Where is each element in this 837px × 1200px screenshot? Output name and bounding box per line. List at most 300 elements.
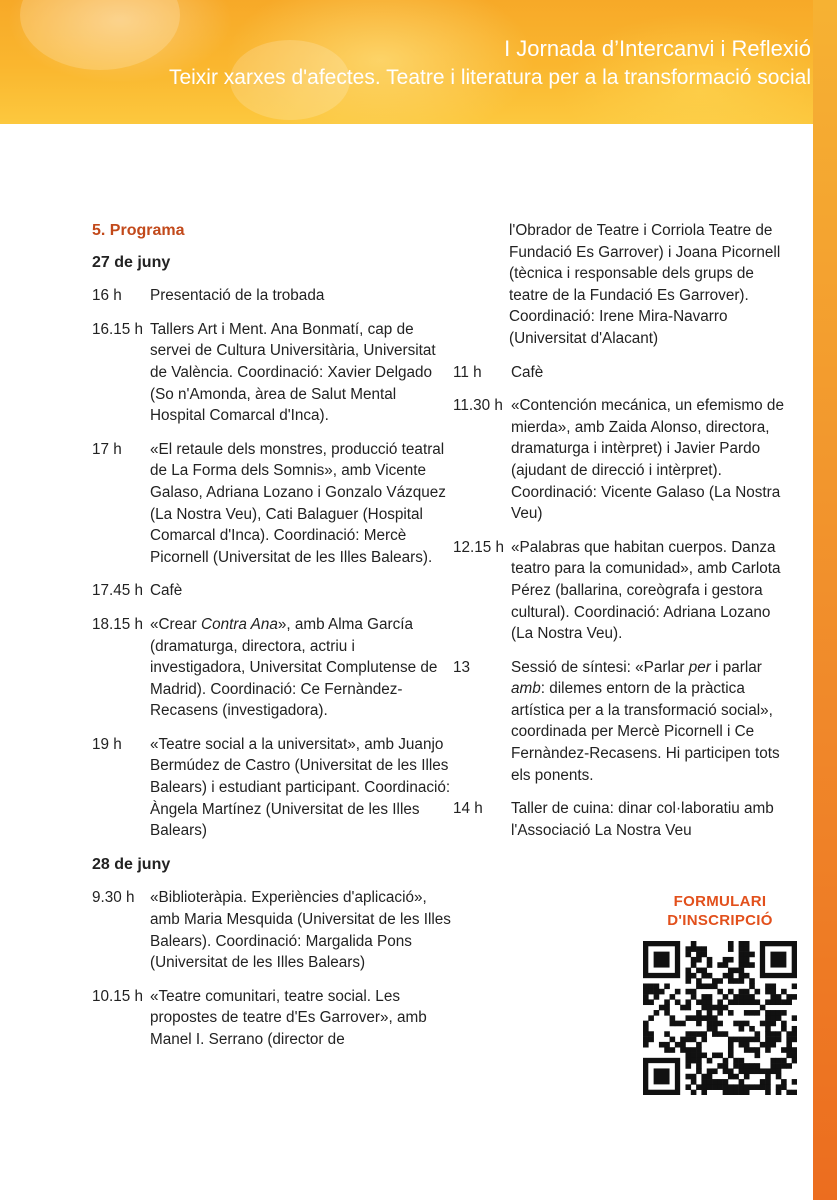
entry-text: «Contención mecánica, un efemismo de mierda», amb Zaida Alonso, directora, dramaturga i intèrpret) i Javier Pardo (ajudant de direcció i intèrpret). Coordinació: Vicente Galaso (La Nostra Veu) <box>511 397 784 523</box>
qr-module <box>744 946 750 952</box>
qr-module <box>781 1084 787 1090</box>
qr-module <box>723 1005 729 1011</box>
qr-module <box>691 989 697 995</box>
entry-text-part: i parlar <box>710 658 762 676</box>
entry-text: Cafè <box>150 582 183 600</box>
entry-text: Taller de cuina: dinar col·laboratiu amb l'Associació La Nostra Veu <box>511 800 774 839</box>
qr-module <box>749 962 755 968</box>
qr-module <box>792 994 797 1000</box>
qr-module <box>776 1068 782 1074</box>
qr-module <box>781 1021 787 1027</box>
header-banner <box>0 0 837 124</box>
qr-module <box>739 952 745 958</box>
qr-module <box>691 962 697 968</box>
registration-qr-code[interactable] <box>643 941 797 1095</box>
qr-module <box>770 994 776 1000</box>
qr-module <box>760 1021 766 1027</box>
entry-time: 19 h <box>92 735 122 753</box>
schedule-entry <box>453 798 793 841</box>
qr-module <box>701 999 707 1005</box>
qr-module <box>707 1015 713 1021</box>
qr-module <box>776 999 782 1005</box>
qr-module <box>717 1005 723 1011</box>
qr-module <box>685 946 691 952</box>
qr-module <box>696 978 702 984</box>
qr-module <box>739 994 745 1000</box>
qr-module <box>765 1042 771 1048</box>
qr-module <box>696 968 702 974</box>
qr-module <box>701 968 707 974</box>
qr-module <box>648 989 654 995</box>
qr-module <box>701 1074 707 1080</box>
day-heading: 27 de juny <box>92 253 171 271</box>
qr-module <box>691 1053 697 1059</box>
qr-module <box>744 973 750 979</box>
qr-module <box>707 999 713 1005</box>
qr-module <box>755 1037 761 1043</box>
qr-module <box>654 1010 660 1016</box>
qr-module <box>696 1068 702 1074</box>
qr-module <box>728 1037 734 1043</box>
program-right-column <box>453 220 793 853</box>
qr-module <box>739 1090 745 1095</box>
qr-module <box>792 1015 797 1021</box>
schedule-entry <box>453 537 793 645</box>
entry-time: 11.30 h <box>453 397 503 415</box>
qr-module <box>739 1063 745 1069</box>
qr-module <box>691 1079 697 1085</box>
qr-module <box>744 962 750 968</box>
qr-module <box>696 1063 702 1069</box>
qr-module <box>728 1074 734 1080</box>
qr-module <box>685 1084 691 1090</box>
qr-module <box>765 1090 771 1095</box>
qr-module <box>733 1084 739 1090</box>
qr-module <box>744 1037 750 1043</box>
qr-module <box>717 999 723 1005</box>
qr-module <box>770 1015 776 1021</box>
qr-module <box>770 1068 776 1074</box>
qr-module <box>707 1026 713 1032</box>
qr-module <box>723 1084 729 1090</box>
qr-module <box>765 1015 771 1021</box>
form-title-line-1: FORMULARI <box>673 893 767 910</box>
qr-module <box>643 1042 649 1048</box>
schedule-entry <box>453 657 793 787</box>
qr-module <box>680 1005 686 1011</box>
schedule-entry <box>453 362 793 384</box>
qr-module <box>749 978 755 984</box>
qr-module <box>739 1079 745 1085</box>
qr-module <box>712 1005 718 1011</box>
qr-module <box>696 1084 702 1090</box>
qr-module <box>696 1047 702 1053</box>
qr-module <box>712 1015 718 1021</box>
qr-module <box>770 1037 776 1043</box>
qr-module <box>664 1042 670 1048</box>
qr-module <box>691 994 697 1000</box>
qr-module <box>648 1037 654 1043</box>
qr-module <box>770 1042 776 1048</box>
schedule-entry <box>92 580 452 602</box>
qr-module <box>728 1068 734 1074</box>
qr-module <box>643 999 649 1005</box>
qr-module <box>728 1047 734 1053</box>
qr-module <box>712 1031 718 1037</box>
qr-module <box>717 1084 723 1090</box>
qr-module <box>685 1058 691 1064</box>
qr-module <box>696 1031 702 1037</box>
qr-module <box>733 1037 739 1043</box>
qr-module <box>664 999 670 1005</box>
form-title-line-2: D'INSCRIPCIÓ <box>667 912 773 929</box>
qr-module <box>733 999 739 1005</box>
qr-module <box>670 1037 676 1043</box>
qr-module <box>739 941 745 947</box>
entry-text: «El retaule dels monstres, producció teatral de La Forma dels Somnis», amb Vicente Galaso, Adriana Lozano i Gonzalo Vázquez (La Nostra Veu), Cati Balaguer (Hospital Comarcal d'Inca). Coordinació: Mercè Picornell (Universitat de les Illes Balears). <box>150 440 446 566</box>
qr-module <box>664 1031 670 1037</box>
qr-module <box>691 1031 697 1037</box>
qr-module <box>670 1021 676 1027</box>
qr-module <box>765 1074 771 1080</box>
qr-module <box>680 1047 686 1053</box>
qr-module <box>701 973 707 979</box>
qr-module <box>691 1058 697 1064</box>
qr-module <box>728 1090 734 1095</box>
schedule-entry <box>92 734 452 842</box>
qr-module <box>707 983 713 989</box>
qr-module <box>691 1047 697 1053</box>
schedule-entry <box>92 285 452 307</box>
qr-module <box>744 1090 750 1095</box>
qr-module <box>728 989 734 995</box>
qr-module <box>733 978 739 984</box>
qr-module <box>781 1026 787 1032</box>
qr-module <box>696 983 702 989</box>
qr-module <box>707 1058 713 1064</box>
qr-module <box>733 1090 739 1095</box>
qr-module <box>707 1021 713 1027</box>
qr-code-graphic <box>643 941 797 1095</box>
qr-module <box>770 1058 776 1064</box>
qr-module <box>707 973 713 979</box>
qr-module <box>643 983 649 989</box>
qr-module <box>749 1063 755 1069</box>
program-left-column <box>92 220 452 1063</box>
qr-module <box>728 999 734 1005</box>
qr-module <box>685 952 691 958</box>
qr-module <box>643 1031 649 1037</box>
qr-module <box>755 1063 761 1069</box>
qr-module <box>701 1031 707 1037</box>
entry-text-italic: amb <box>511 680 541 698</box>
qr-module <box>765 1047 771 1053</box>
qr-module <box>696 999 702 1005</box>
qr-module <box>739 1042 745 1048</box>
qr-module <box>770 1031 776 1037</box>
right-edge-stripe <box>813 0 837 1200</box>
qr-module <box>728 1053 734 1059</box>
qr-module <box>749 983 755 989</box>
qr-module <box>648 1015 654 1021</box>
qr-module <box>696 1053 702 1059</box>
qr-module <box>792 1037 797 1043</box>
qr-module <box>744 1068 750 1074</box>
qr-module <box>670 1047 676 1053</box>
qr-module <box>685 968 691 974</box>
qr-module <box>707 962 713 968</box>
qr-module <box>717 1053 723 1059</box>
entry-time: 18.15 h <box>92 615 144 633</box>
qr-finder-pattern <box>654 952 670 968</box>
qr-module <box>765 1068 771 1074</box>
entry-time: 9.30 h <box>92 889 135 907</box>
qr-module <box>691 957 697 963</box>
entry-text <box>511 657 793 787</box>
qr-module <box>717 978 723 984</box>
qr-module <box>749 952 755 958</box>
entry-text: Tallers Art i Ment. Ana Bonmatí, cap de servei de Cultura Universitària, Universitat de València. Coordinació: Xavier Delgado (So n'Amonda, àrea de Salut Mental Hospital Comarcal d'Inca). <box>150 320 436 425</box>
qr-module <box>749 1026 755 1032</box>
qr-module <box>685 999 691 1005</box>
schedule-entry <box>92 614 452 722</box>
qr-module <box>664 1047 670 1053</box>
qr-module <box>643 994 649 1000</box>
qr-module <box>723 1031 729 1037</box>
qr-module <box>749 1010 755 1016</box>
qr-module <box>728 973 734 979</box>
qr-module <box>680 1037 686 1043</box>
qr-module <box>786 1047 792 1053</box>
qr-module <box>728 957 734 963</box>
qr-module <box>685 1037 691 1043</box>
qr-module <box>680 1042 686 1048</box>
qr-module <box>659 1005 665 1011</box>
qr-module <box>696 1010 702 1016</box>
qr-module <box>685 1047 691 1053</box>
qr-module <box>691 973 697 979</box>
qr-module <box>770 983 776 989</box>
qr-module <box>728 1010 734 1016</box>
qr-module <box>739 1058 745 1064</box>
entry-text-part: Sessió de síntesi: «Parlar <box>511 658 689 676</box>
qr-module <box>701 983 707 989</box>
qr-module <box>792 983 797 989</box>
qr-module <box>739 989 745 995</box>
qr-module <box>755 999 761 1005</box>
qr-module <box>685 1053 691 1059</box>
qr-finder-pattern <box>770 952 786 968</box>
qr-module <box>670 994 676 1000</box>
qr-module <box>739 946 745 952</box>
qr-module <box>691 941 697 947</box>
entry-text-part: «Crear <box>150 615 202 633</box>
qr-module <box>786 1090 792 1095</box>
qr-module <box>792 1090 797 1095</box>
qr-module <box>712 1079 718 1085</box>
qr-module <box>755 1010 761 1016</box>
entry-time: 17.45 h <box>92 582 144 600</box>
qr-module <box>701 946 707 952</box>
entry-time: 16 h <box>92 287 122 305</box>
qr-module <box>691 1074 697 1080</box>
qr-module <box>648 999 654 1005</box>
qr-module <box>696 1015 702 1021</box>
qr-module <box>776 994 782 1000</box>
qr-module <box>733 1021 739 1027</box>
qr-module <box>749 1037 755 1043</box>
qr-module <box>701 1005 707 1011</box>
qr-module <box>744 1042 750 1048</box>
qr-module <box>685 1005 691 1011</box>
qr-module <box>776 1084 782 1090</box>
qr-module <box>749 1047 755 1053</box>
qr-module <box>691 1015 697 1021</box>
qr-module <box>696 1058 702 1064</box>
qr-module <box>723 957 729 963</box>
qr-module <box>701 1053 707 1059</box>
qr-module <box>755 1031 761 1037</box>
qr-module <box>744 999 750 1005</box>
schedule-entry <box>92 319 452 427</box>
day-heading: 28 de juny <box>92 855 171 873</box>
qr-module <box>696 1042 702 1048</box>
qr-module <box>739 1084 745 1090</box>
qr-module <box>733 994 739 1000</box>
entry-text: «Teatre social a la universitat», amb Juanjo Bermúdez de Castro (Universitat de les Illes Balears) i estudiant participant. Coordinació: Àngela Martínez (Universitat de les Illes Balears) <box>150 735 451 840</box>
section-title: 5. Programa <box>92 222 185 239</box>
qr-module <box>675 989 681 995</box>
entry-text-part: : dilemes entorn de la pràctica artística per a la transformació social», coordinada per Mercè Picornell i Ce Fernàndez-Recasens. Hi participen tots els ponents. <box>511 680 780 784</box>
qr-module <box>707 957 713 963</box>
qr-module <box>723 1090 729 1095</box>
qr-module <box>670 1015 676 1021</box>
qr-module <box>654 989 660 995</box>
qr-module <box>760 1084 766 1090</box>
qr-module <box>781 1058 787 1064</box>
qr-module <box>680 1021 686 1027</box>
qr-module <box>643 1026 649 1032</box>
qr-module <box>755 1047 761 1053</box>
qr-module <box>664 1010 670 1016</box>
qr-module <box>728 946 734 952</box>
qr-module <box>701 1015 707 1021</box>
qr-module <box>717 1063 723 1069</box>
entry-text: «Biblioteràpia. Experiències d'aplicació», amb Maria Mesquida (Universitat de les Illes Balears). Coordinació: Margalida Pons (Universitat de les Illes Balears) <box>150 889 451 972</box>
header-line-1: I Jornada d’Intercanvi i Reflexió <box>504 36 811 61</box>
qr-module <box>659 989 665 995</box>
qr-module <box>717 1031 723 1037</box>
qr-module <box>739 962 745 968</box>
qr-module <box>733 1074 739 1080</box>
entry-time: 11 h <box>453 363 482 381</box>
qr-module <box>712 983 718 989</box>
entry-text-part: », amb Alma García (dramaturga, directora, actriu i investigadora, Universitat Complutense de Madrid). Coordinació: Ce Fernàndez-Recasens (investigadora). <box>150 615 438 720</box>
entry-text: Cafè <box>511 363 544 381</box>
qr-module <box>776 1010 782 1016</box>
qr-module <box>760 1068 766 1074</box>
qr-module <box>739 999 745 1005</box>
qr-module <box>723 973 729 979</box>
qr-module <box>701 1037 707 1043</box>
qr-module <box>728 978 734 984</box>
qr-module <box>654 994 660 1000</box>
qr-module <box>723 1063 729 1069</box>
qr-module <box>776 1063 782 1069</box>
qr-module <box>776 1031 782 1037</box>
qr-module <box>781 1047 787 1053</box>
entry-time: 13 <box>453 658 471 676</box>
qr-module <box>696 946 702 952</box>
qr-module <box>744 1010 750 1016</box>
qr-module <box>755 989 761 995</box>
qr-module <box>739 1026 745 1032</box>
qr-module <box>739 1068 745 1074</box>
qr-module <box>685 1015 691 1021</box>
entry-text-italic: per <box>688 658 711 676</box>
qr-module <box>776 1090 782 1095</box>
qr-module <box>776 1058 782 1064</box>
qr-module <box>765 1010 771 1016</box>
qr-module <box>675 999 681 1005</box>
qr-module <box>739 973 745 979</box>
qr-module <box>755 1068 761 1074</box>
qr-module <box>765 1021 771 1027</box>
qr-module <box>654 983 660 989</box>
qr-module <box>744 1021 750 1027</box>
qr-module <box>781 989 787 995</box>
qr-module <box>717 989 723 995</box>
qr-module <box>707 1010 713 1016</box>
qr-module <box>643 1021 649 1027</box>
qr-module <box>733 1063 739 1069</box>
schedule-entry <box>453 395 793 525</box>
qr-module <box>707 1068 713 1074</box>
qr-module <box>760 1042 766 1048</box>
qr-module <box>765 999 771 1005</box>
qr-module <box>786 1042 792 1048</box>
qr-module <box>760 1079 766 1085</box>
qr-module <box>723 1068 729 1074</box>
header-line-2: Teixir xarxes d'afectes. Teatre i literatura per a la transformació social <box>168 66 811 89</box>
qr-module <box>707 1079 713 1085</box>
qr-module <box>776 1037 782 1043</box>
qr-module <box>685 989 691 995</box>
qr-module <box>707 994 713 1000</box>
qr-module <box>792 1053 797 1059</box>
entry-text: «Teatre comunitari, teatre social. Les propostes de teatre d'Es Garrover», amb Manel I. Serrano (director de <box>150 987 427 1048</box>
qr-module <box>712 1021 718 1027</box>
qr-module <box>792 1026 797 1032</box>
qr-module <box>717 1010 723 1016</box>
qr-module <box>770 1010 776 1016</box>
qr-module <box>781 1063 787 1069</box>
qr-module <box>744 994 750 1000</box>
qr-module <box>765 1031 771 1037</box>
qr-module <box>728 1042 734 1048</box>
qr-module <box>744 1063 750 1069</box>
qr-module <box>744 957 750 963</box>
entry-time: 16.15 h <box>92 320 144 338</box>
qr-module <box>685 1031 691 1037</box>
qr-module <box>712 1068 718 1074</box>
qr-module <box>765 1079 771 1085</box>
qr-module <box>744 1084 750 1090</box>
qr-module <box>728 968 734 974</box>
qr-module <box>786 1031 792 1037</box>
qr-module <box>701 1079 707 1085</box>
qr-module <box>744 1047 750 1053</box>
